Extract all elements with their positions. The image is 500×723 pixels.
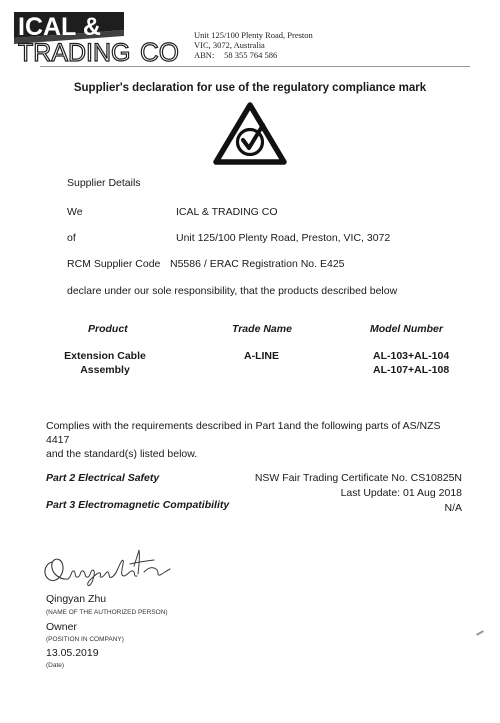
supplier-address: Unit 125/100 Plenty Road, Preston, VIC, 3072 xyxy=(176,232,391,244)
signatory-position: Owner xyxy=(46,621,77,633)
standard-part-2: Part 2 Electrical Safety xyxy=(46,472,160,484)
scan-artifact-mark xyxy=(476,630,484,636)
model-number-line-2: AL-107+AL-108 xyxy=(373,363,450,376)
product-cell xyxy=(60,350,150,377)
trade-name-column-header: Trade Name xyxy=(232,323,292,335)
declaration-statement: declare under our sole responsibility, that the products described below xyxy=(67,285,398,297)
signature-date: 13.05.2019 xyxy=(46,647,99,659)
logo-word-ical: ICAL & xyxy=(18,13,101,41)
rcm-compliance-mark-icon xyxy=(213,102,287,166)
compliance-statement-line-2: and the standard(s) listed below. xyxy=(46,448,198,460)
compliance-statement-line-1: Complies with the requirements described in Part 1and the following parts of AS/NZS 4417 xyxy=(46,420,441,446)
compliance-statement xyxy=(46,419,466,461)
signatory-position-caption: (POSITION IN COMPANY) xyxy=(46,636,124,643)
rcm-code-value: N5586 / ERAC Registration No. E425 xyxy=(170,258,345,270)
product-name-line-1: Extension Cable xyxy=(64,350,146,362)
supplier-details-heading: Supplier Details xyxy=(67,177,141,189)
trade-name-cell: A-LINE xyxy=(244,350,279,362)
document-title: Supplier's declaration for use of the regulatory compliance mark xyxy=(73,82,427,94)
part-3-certificate-na: N/A xyxy=(444,502,462,514)
model-number-column-header: Model Number xyxy=(370,323,443,335)
model-number-cell xyxy=(373,350,449,377)
company-logo xyxy=(12,8,190,64)
of-label: of xyxy=(67,232,76,244)
handwritten-signature xyxy=(38,542,174,588)
certificate-last-update: Last Update: 01 Aug 2018 xyxy=(340,487,462,499)
abn-label: ABN: xyxy=(194,50,215,60)
company-address xyxy=(194,30,313,60)
supplier-name: ICAL & TRADING CO xyxy=(176,206,278,218)
certificate-number: NSW Fair Trading Certificate No. CS10825N xyxy=(254,472,462,484)
signatory-name: Qingyan Zhu xyxy=(46,593,107,605)
product-name-line-2: Assembly xyxy=(80,363,130,376)
header-divider xyxy=(40,66,470,67)
logo-word-trading: TRADING xyxy=(18,39,131,64)
signatory-name-caption: (NAME OF THE AUTHORIZED PERSON) xyxy=(46,609,168,616)
address-line-2: VIC, 3072, Australia xyxy=(194,40,265,50)
product-column-header: Product xyxy=(88,323,128,335)
abn-row xyxy=(194,50,313,60)
rcm-code-label: RCM Supplier Code xyxy=(67,258,161,270)
abn-value: 58 355 764 586 xyxy=(224,50,278,60)
model-number-line-1: AL-103+AL-104 xyxy=(373,350,450,362)
signature-date-caption: (Date) xyxy=(46,662,65,669)
address-line-1: Unit 125/100 Plenty Road, Preston xyxy=(194,30,313,40)
logo-word-co: CO xyxy=(140,37,179,64)
we-label: We xyxy=(67,206,83,218)
standard-part-3: Part 3 Electromagnetic Compatibility xyxy=(46,499,230,511)
